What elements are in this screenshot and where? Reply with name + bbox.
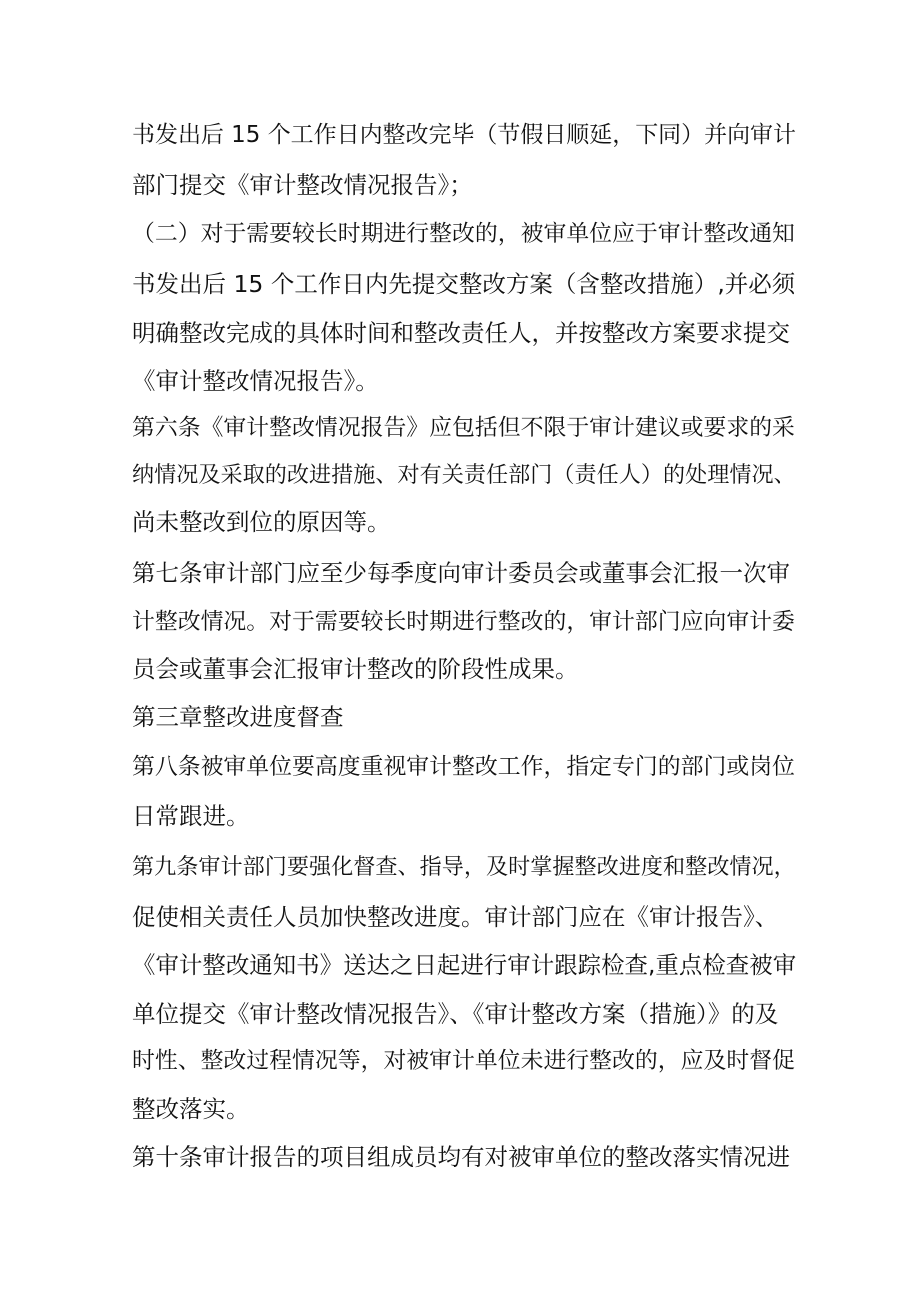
text-line: 第八条被审单位要高度重视审计整改工作，指定专门的部门或岗位 [132, 754, 795, 780]
text-line: 第六条《审计整改情况报告》应包括但不限于审计建议或要求的采 [132, 415, 795, 441]
text-line: 《审计整改情况报告》。 [132, 367, 379, 395]
text-line: 整改落实。 [132, 1095, 250, 1123]
text-line: 书发出后 15 个工作日内先提交整改方案（含整改措施）,并必须 [132, 270, 796, 298]
text-line: 第七条审计部门应至少每季度向审计委员会或董事会汇报一次审 [132, 559, 790, 587]
text-line: 员会或董事会汇报审计整改的阶段性成果。 [132, 655, 579, 683]
text-line: 促使相关责任人员加快整改进度。审计部门应在《审计报告》、 [132, 903, 779, 931]
text-line: 时性、整改过程情况等，对被审计单位未进行整改的，应及时督促 [132, 1048, 795, 1074]
text-line: 单位提交《审计整改情况报告》、《审计整改方案（措施）》的及 [132, 1000, 779, 1028]
text-line: 第十条审计报告的项目组成员均有对被审单位的整改落实情况进 [132, 1143, 790, 1171]
text-line: 明确整改完成的具体时间和整改责任人，并按整改方案要求提交 [132, 319, 790, 347]
text-line: （二）对于需要较长时期进行整改的，被审单位应于审计整改通知 [132, 221, 795, 247]
text-line: 书发出后 15 个工作日内整改完毕（节假日顺延，下同）并向审计 [132, 122, 796, 148]
section-heading: 第三章整改进度督查 [132, 703, 344, 731]
text-line: 部门提交《审计整改情况报告》； [132, 171, 473, 199]
text-line: 第九条审计部门要强化督查、指导，及时掌握整改进度和整改情况， [132, 854, 796, 880]
text-line: 《审计整改通知书》送达之日起进行审计跟踪检查,重点检查被审 [132, 951, 797, 979]
text-line: 纳情况及采取的改进措施、对有关责任部门（责任人）的处理情况、 [132, 462, 796, 488]
text-line: 计整改情况。对于需要较长时期进行整改的，审计部门应向审计委 [132, 609, 795, 635]
text-line: 日常跟进。 [132, 802, 250, 830]
text-line: 尚未整改到位的原因等。 [132, 508, 391, 536]
